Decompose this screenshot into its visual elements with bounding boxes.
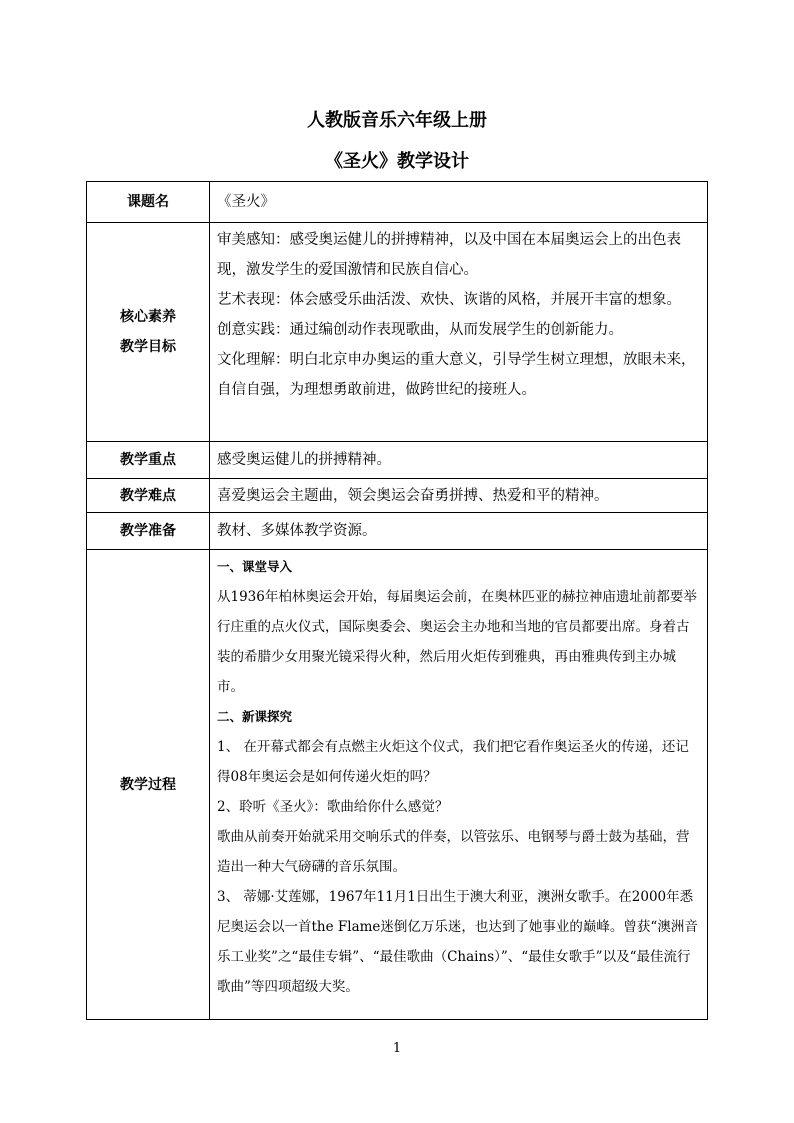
- key-point-label: 教学重点: [87, 442, 210, 479]
- objective-expression: 艺术表现：体会感受乐曲活泼、欢快、诙谐的风格，并展开丰富的想象。: [217, 292, 681, 308]
- table-row-preparation: [87, 513, 708, 550]
- explore-item-2-detail: 歌曲从前奏开始就采用交响乐式的伴奏，以管弦乐、电钢琴与爵士鼓为基础，营造出一种大气磅礴的音乐氛围。: [217, 829, 690, 875]
- topic-label: 课题名: [87, 182, 210, 223]
- table-row-difficulty: [87, 479, 708, 513]
- lesson-plan-table: [86, 181, 708, 1020]
- section-intro-text: 从1936年柏林奥运会开始，每届奥运会前，在奥林匹亚的赫拉神庙遗址前都要举行庄重的点火仪式，国际奥委会、奥运会主办地和当地的官员都要出席。身着古装的希腊少女用聚光镜采得火种，然后用火炬传到雅典，再由雅典传到主办城市。: [217, 589, 697, 695]
- document-title: 人教版音乐六年级上册: [307, 110, 487, 131]
- page-number: 1: [392, 1041, 402, 1056]
- document-subtitle: 《圣火》教学设计: [325, 151, 469, 172]
- table-row-key-point: [87, 442, 708, 479]
- objectives-label-line2: 教学目标: [120, 339, 176, 355]
- explore-item-3: 3、 蒂娜·艾莲娜，1967年11月1日出生于澳大利亚，澳洲女歌手。在2000年悉尼奥运会以一首the Flame迷倒亿万乐迷，也达到了她事业的巅峰。曾获“澳洲音乐工业奖”之“最佳专辑”、“最佳歌曲（Chains）”、“最佳女歌手”以及“最佳流行歌曲”等四项超级大奖。: [217, 889, 698, 995]
- table-row-topic: [87, 182, 708, 223]
- table-row-objectives: [87, 223, 708, 442]
- section-intro-title: 一、课堂导入: [217, 559, 293, 574]
- difficulty-value: 喜爱奥运会主题曲，领会奥运会奋勇拼搏、热爱和平的精神。: [210, 479, 708, 513]
- objectives-content: [210, 223, 708, 442]
- objective-creativity: 创意实践：通过编创动作表现歌曲，从而发展学生的创新能力。: [217, 322, 623, 338]
- objective-culture: 文化理解：明白北京申办奥运的重大意义，引导学生树立理想，放眼未来，自信自强，为理想勇敢前进，做跨世纪的接班人。: [217, 352, 696, 398]
- objectives-label: [87, 223, 210, 442]
- objectives-label-line1: 核心素养: [120, 309, 176, 325]
- difficulty-label: 教学难点: [87, 479, 210, 513]
- explore-item-2: 2、聆听《圣火》：歌曲给你什么感觉？: [217, 799, 449, 815]
- topic-value: 《圣火》: [210, 182, 708, 223]
- section-explore-title: 二、新课探究: [217, 709, 293, 724]
- key-point-value: 感受奥运健儿的拼搏精神。: [210, 442, 708, 479]
- objective-aesthetic: 审美感知：感受奥运健儿的拼搏精神，以及中国在本届奥运会上的出色表现，激发学生的爱国激情和民族自信心。: [217, 232, 681, 278]
- explore-item-1: 1、 在开幕式都会有点燃主火炬这个仪式，我们把它看作奥运圣火的传递，还记得08年奥运会是如何传递火炬的吗？: [217, 739, 689, 785]
- preparation-value: 教材、多媒体教学资源。: [210, 513, 708, 550]
- process-content: [210, 550, 708, 1020]
- table-row-process: [87, 550, 708, 1020]
- process-label: 教学过程: [87, 550, 210, 1020]
- preparation-label: 教学准备: [87, 513, 210, 550]
